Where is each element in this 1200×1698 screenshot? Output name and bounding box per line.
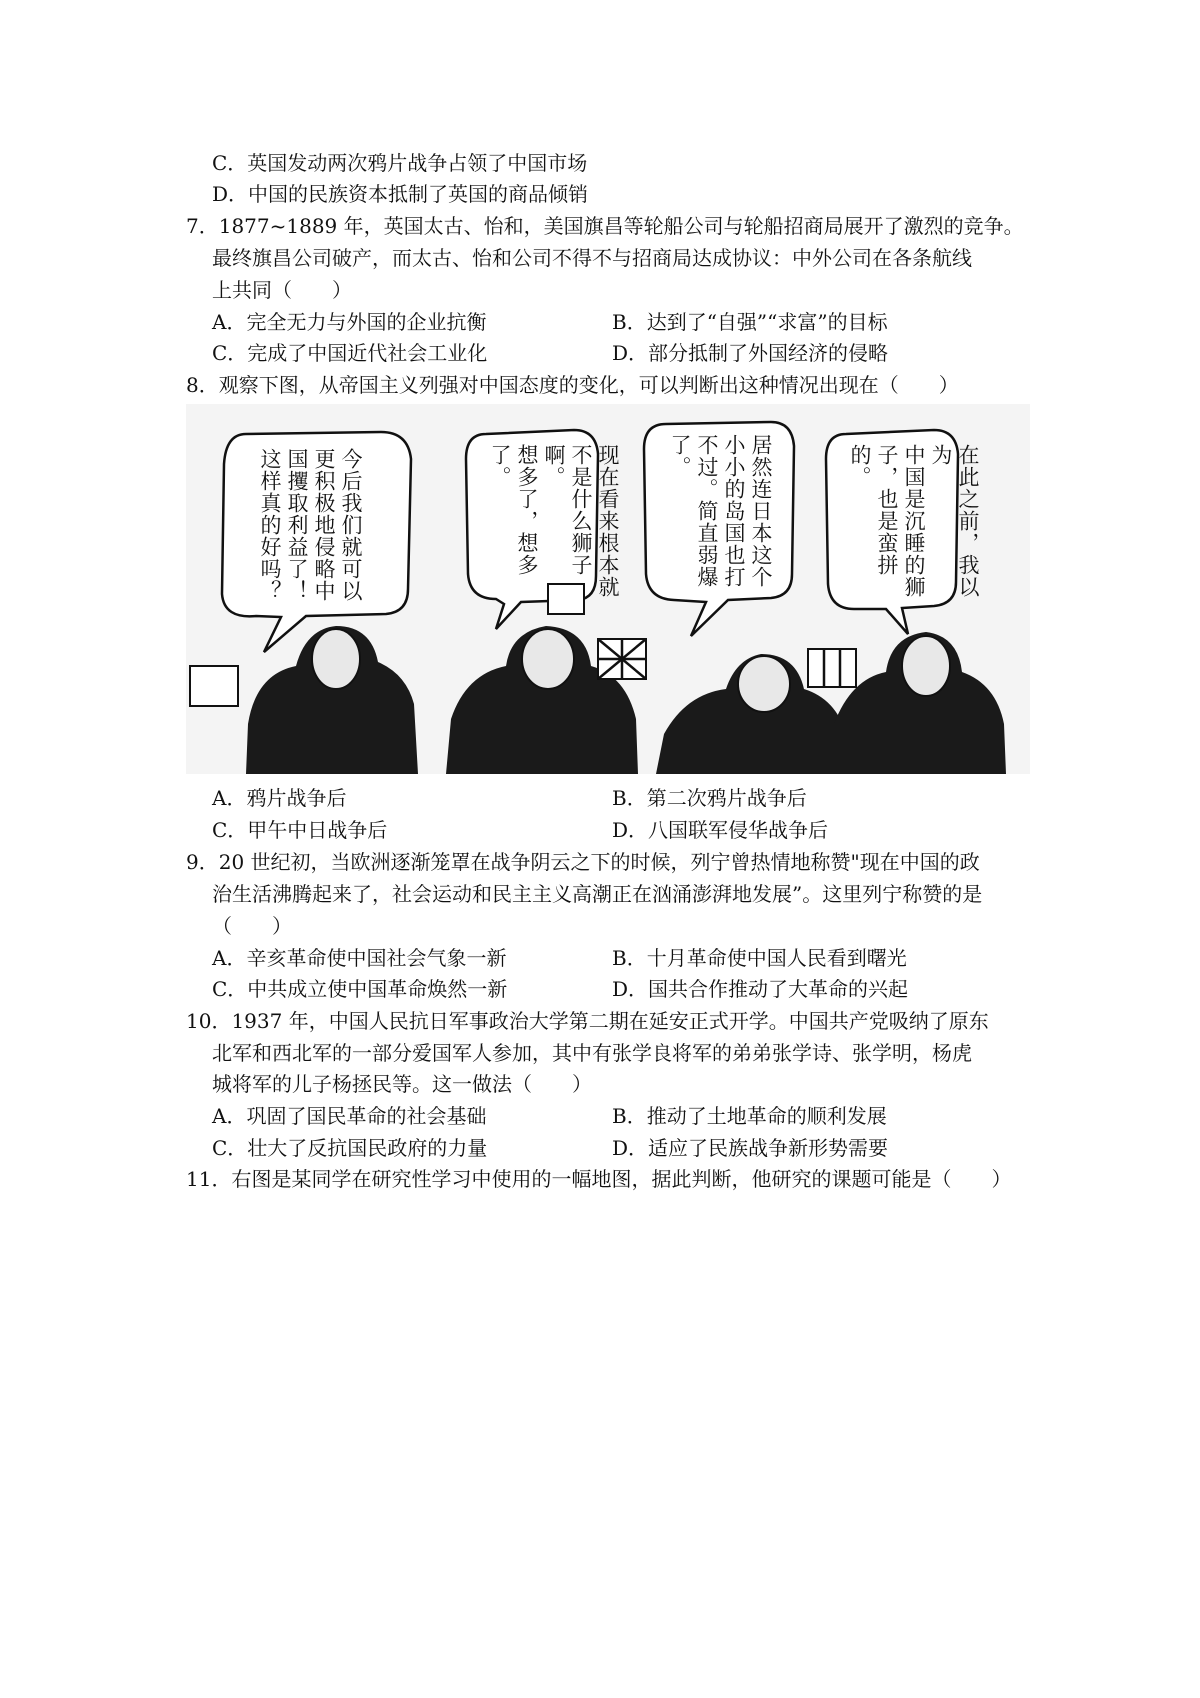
- q10-option-d: D．适应了民族战争新形势需要: [612, 1136, 889, 1160]
- q10-stem-line2: 北军和西北军的一部分爱国军人参加，其中有张学良将军的弟弟张学诗、张学明，杨虎: [212, 1041, 972, 1065]
- bubble-2-text: 现在看来根本就 不是什么狮子啊。 想多了，想多了。: [488, 444, 620, 598]
- q7-stem-line3: 上共同（ ）: [212, 278, 352, 302]
- bubble-4-text: 在此之前，我以为 中国是沉睡的狮 子，也是蛮拼的。: [848, 444, 980, 598]
- q6-option-c: C．英国发动两次鸦片战争占领了中国市场: [212, 151, 588, 175]
- q9-option-b: B．十月革命使中国人民看到曙光: [612, 946, 907, 970]
- q9-option-a: A．辛亥革命使中国社会气象一新: [212, 946, 507, 970]
- q6-option-d: D．中国的民族资本抵制了英国的商品倾销: [212, 182, 589, 206]
- q9-stem-line3: （ ）: [212, 914, 292, 938]
- face-1: [312, 629, 360, 689]
- q8-stem-line1: 8．观察下图，从帝国主义列强对中国态度的变化，可以判断出这种情况出现在（ ）: [186, 373, 959, 397]
- q10-option-c: C．壮大了反抗国民政府的力量: [212, 1136, 488, 1160]
- bubble-1-text: 今后我们就可以 更积极地侵略中 国攫取利益了！ 这样真的好吗？: [258, 448, 363, 602]
- q8-option-d: D．八国联军侵华战争后: [612, 818, 829, 842]
- q8-option-a: A．鸦片战争后: [212, 786, 347, 810]
- q7-stem-line1: 7．1877~1889 年，英国太古、怡和，美国旗昌等轮船公司与轮船招商局展开了激烈的竞争。: [186, 214, 1024, 238]
- q10-option-a: A．巩固了国民革命的社会基础: [212, 1104, 487, 1128]
- q8-option-c: C．甲午中日战争后: [212, 818, 388, 842]
- q9-stem-line2: 治生活沸腾起来了，社会运动和民主主义高潮正在汹涌澎湃地发展”。这里列宁称赞的是: [212, 882, 983, 906]
- q7-option-a: A．完全无力与外国的企业抗衡: [212, 310, 487, 334]
- face-3: [738, 656, 790, 712]
- q7-option-d: D．部分抵制了外国经济的侵略: [612, 341, 889, 365]
- q10-stem-line3: 城将军的儿子杨拯民等。这一做法（ ）: [212, 1072, 592, 1096]
- flag-4: [808, 649, 856, 687]
- q9-stem-line1: 9．20 世纪初，当欧洲逐渐笼罩在战争阴云之下的时候，列宁曾热情地称赞"现在中国的政: [186, 850, 980, 874]
- q8-cartoon: [186, 404, 1030, 774]
- q8-option-b: B．第二次鸦片战争后: [612, 786, 807, 810]
- q7-option-b: B．达到了“自强”“求富”的目标: [612, 310, 888, 334]
- face-2: [522, 629, 574, 689]
- bubble-3-text: 居然连日本这个 小小的岛国也打 不过。简直弱爆 了。: [668, 434, 773, 588]
- q10-option-b: B．推动了土地革命的顺利发展: [612, 1104, 887, 1128]
- flag-1: [190, 666, 238, 706]
- q9-option-d: D．国共合作推动了大革命的兴起: [612, 977, 909, 1001]
- q9-option-c: C．中共成立使中国革命焕然一新: [212, 977, 508, 1001]
- face-4: [902, 636, 950, 696]
- q7-stem-line2: 最终旗昌公司破产，而太古、怡和公司不得不与招商局达成协议：中外公司在各条航线: [212, 246, 972, 270]
- q11-stem-line1: 11．右图是某同学在研究性学习中使用的一幅地图，据此判断，他研究的课题可能是（ ）: [186, 1167, 1012, 1191]
- q10-stem-line1: 10．1937 年，中国人民抗日军事政治大学第二期在延安正式开学。中国共产党吸纳了原东: [186, 1009, 989, 1033]
- q7-option-c: C．完成了中国近代社会工业化: [212, 341, 488, 365]
